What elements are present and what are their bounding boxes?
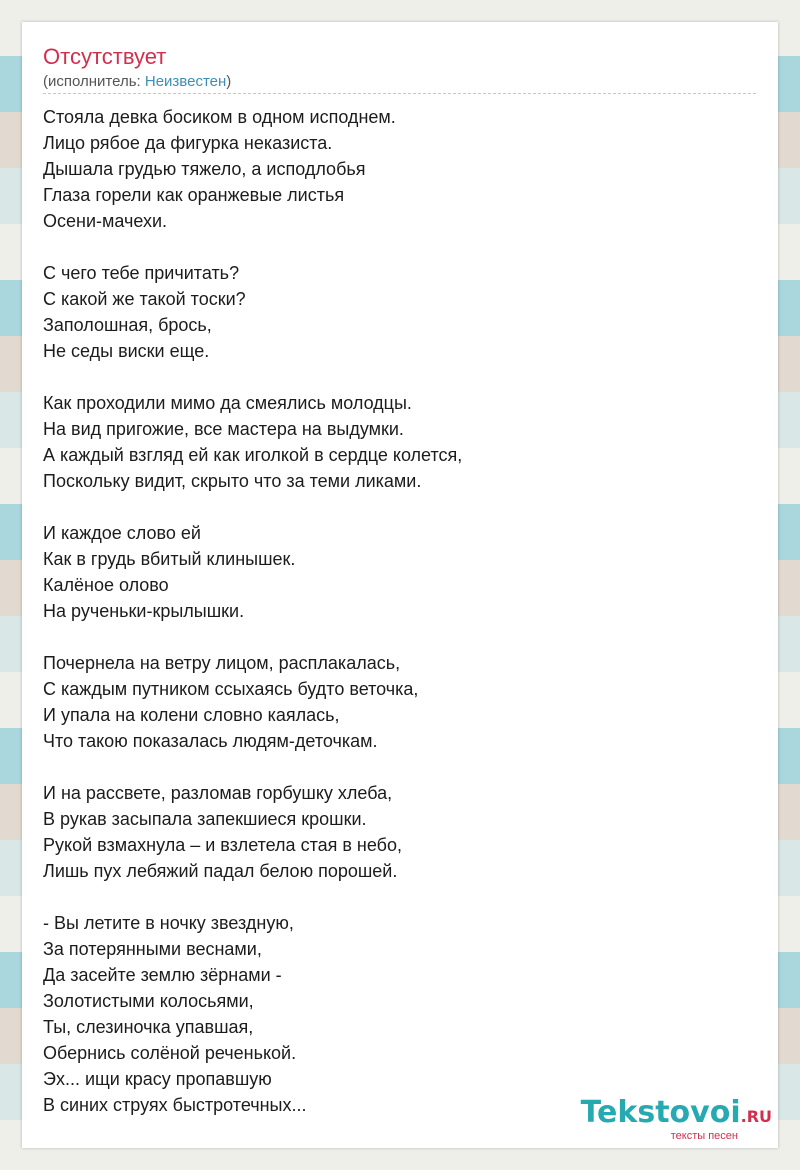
lyric-line: Осени-мачехи. <box>43 211 168 231</box>
artist-line <box>43 73 231 90</box>
stanza <box>43 520 743 624</box>
lyric-line: Да засейте землю зёрнами - <box>43 965 282 985</box>
song-title: Отсутствует <box>43 44 167 69</box>
logo-tld: .RU <box>740 1107 772 1126</box>
site-logo[interactable] <box>581 1097 772 1142</box>
lyric-line: А каждый взгляд ей как иголкой в сердце колется, <box>43 445 463 465</box>
lyric-line: В синих струях быстротечных... <box>43 1095 307 1115</box>
lyric-line: И каждое слово ей <box>43 523 201 543</box>
lyric-line: Почернела на ветру лицом, расплакалась, <box>43 653 401 673</box>
lyric-line: Что такою показалась людям-деточкам. <box>43 731 378 751</box>
stanza <box>43 390 743 494</box>
lyrics-card <box>22 22 778 1148</box>
lyric-line: Дышала грудью тяжело, а исподлобья <box>43 159 366 179</box>
lyric-line: На рученьки-крылышки. <box>43 601 245 621</box>
stanza <box>43 650 743 754</box>
lyric-line: - Вы летите в ночку звездную, <box>43 913 294 933</box>
lyric-line: И на рассвете, разломав горбушку хлеба, <box>43 783 393 803</box>
lyric-line: Ты, слезиночка упавшая, <box>43 1017 254 1037</box>
lyric-line: Как проходили мимо да смеялись молодцы. <box>43 393 412 413</box>
logo-wordmark <box>581 1097 772 1133</box>
stanza <box>43 910 743 1118</box>
lyric-line: С каждым путником ссыхаясь будто веточка, <box>43 679 419 699</box>
artist-suffix: ) <box>226 73 232 90</box>
lyric-line: С какой же такой тоски? <box>43 289 246 309</box>
stanza <box>43 780 743 884</box>
artist-prefix: (исполнитель: <box>43 73 145 90</box>
lyric-line: Глаза горели как оранжевые листья <box>43 185 345 205</box>
lyric-line: Лишь пух лебяжий падал белою порошей. <box>43 861 398 881</box>
lyrics-text <box>43 104 743 1144</box>
lyric-line: И упала на колени словно каялась, <box>43 705 340 725</box>
lyric-line: Рукой взмахнула – и взлетела стая в небо, <box>43 835 403 855</box>
stanza <box>43 104 743 234</box>
lyric-line: Как в грудь вбитый клинышек. <box>43 549 296 569</box>
lyric-line: Поскольку видит, скрыто что за теми ликами. <box>43 471 422 491</box>
logo-name: Tekstovoi <box>580 1095 741 1130</box>
lyric-line: Не седы виски еще. <box>43 341 210 361</box>
lyric-line: Заполошная, брось, <box>43 315 212 335</box>
artist-link[interactable]: Неизвестен <box>144 73 227 90</box>
lyric-line: В рукав засыпала запекшиеся крошки. <box>43 809 367 829</box>
lyric-line: За потерянными веснами, <box>43 939 262 959</box>
lyric-line: Обернись солёной реченькой. <box>43 1043 297 1063</box>
lyric-line: На вид пригожие, все мастера на выдумки. <box>43 419 404 439</box>
logo-tagline: тексты песен <box>670 1130 738 1142</box>
lyric-line: Эх... ищи красу пропавшую <box>43 1069 272 1089</box>
stanza <box>43 260 743 364</box>
lyric-line: Лицо рябое да фигурка неказиста. <box>43 133 333 153</box>
lyric-line: Золотистыми колосьями, <box>43 991 254 1011</box>
lyric-line: Калёное олово <box>43 575 169 595</box>
lyric-line: Стояла девка босиком в одном исподнем. <box>43 107 396 127</box>
lyric-line: С чего тебе причитать? <box>43 263 240 283</box>
title-divider <box>43 93 756 94</box>
